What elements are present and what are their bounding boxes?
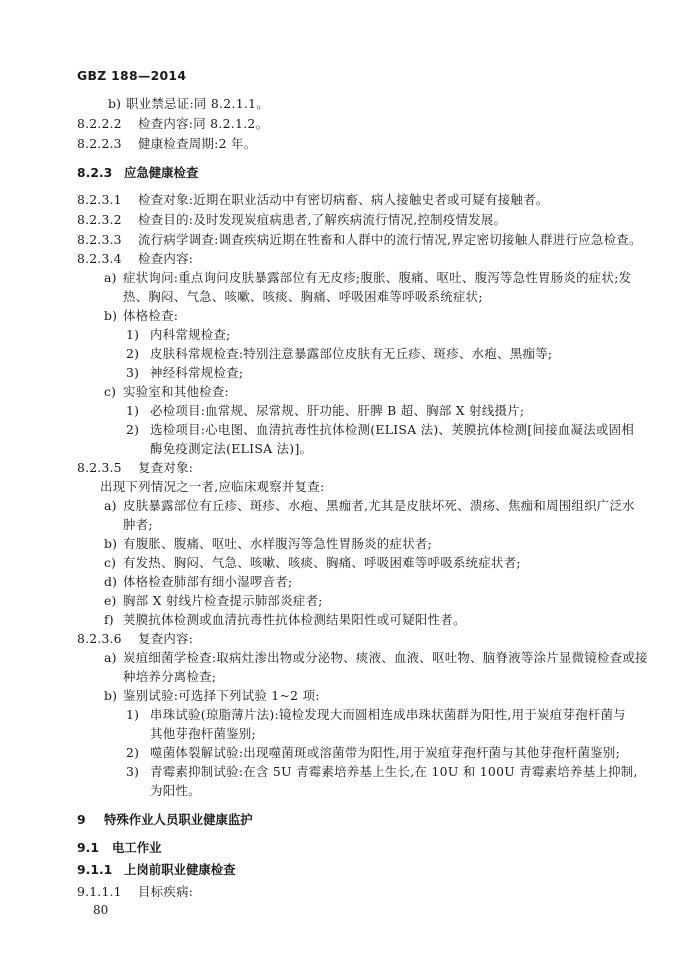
item-marker: d) <box>104 574 118 589</box>
item-marker: 1) <box>126 707 140 722</box>
text-line: 体格检查: <box>123 308 179 323</box>
clause-number: 9.1.1.1 <box>77 884 122 899</box>
text-line: 检查对象:近期在职业活动中有密切病畜、病人接触史者或可疑有接触者。 <box>138 192 549 207</box>
text-line: 检查内容: <box>138 251 194 266</box>
item-marker: b) <box>104 308 118 323</box>
text-line: 内科常规检查; <box>150 327 231 342</box>
clause-number: 8.2.3.5 <box>77 460 122 475</box>
text-line: 鉴别试验:可选择下列试验 1~2 项: <box>123 688 320 703</box>
text-line: 炭疽细菌学检查:取病灶渗出物或分泌物、痰液、血液、呕吐物、脑脊液等涂片显微镜检查或接 <box>123 650 648 665</box>
clause-number: 8.2.3.3 <box>77 232 122 247</box>
item-marker: a) <box>104 270 117 285</box>
clause-number: 8.2.2.2 <box>77 116 122 131</box>
clause-number: 8.2.3.1 <box>77 192 122 207</box>
chapter-heading: 特殊作业人员职业健康监护 <box>104 812 253 827</box>
section-number: 8.2.3 <box>77 165 113 180</box>
item-marker: 3) <box>126 365 140 380</box>
text-line: 其他芽孢杆菌鉴别; <box>150 726 256 741</box>
text-line: 出现下列情况之一者,应临床观察并复查: <box>100 479 325 494</box>
section-heading: 电工作业 <box>112 840 162 855</box>
text-line: 皮肤科常规检查:特别注意暴露部位皮肤有无丘疹、斑疹、水疱、黑痂等; <box>150 346 553 361</box>
item-marker: 2) <box>126 346 140 361</box>
item-marker: 1) <box>126 403 140 418</box>
text-line: 检查目的:及时发现炭疽病患者,了解疾病流行情况,控制疫情发展。 <box>138 212 507 227</box>
text-line: 青霉素抑制试验:在含 5U 青霉素培养基上生长,在 10U 和 100U 青霉素培养基上抑制, <box>150 764 638 779</box>
clause-number: 8.2.2.3 <box>77 136 122 151</box>
item-marker: c) <box>104 555 117 570</box>
item-marker: 2) <box>126 745 140 760</box>
section-number: 9.1.1 <box>77 862 113 877</box>
text-line: 有发热、胸闷、气急、咳嗽、咳痰、胸痛、呼吸困难等呼吸系统症状者; <box>123 555 521 570</box>
text-line: 症状询问:重点询问皮肤暴露部位有无皮疹;腹胀、腹痛、呕吐、腹泻等急性胃肠炎的症状;发 <box>123 270 632 285</box>
text-line: 荚膜抗体检测或血清抗毒性抗体检测结果阳性或可疑阳性者。 <box>123 612 466 627</box>
text-line: 流行病学调查:调查疾病近期在牲畜和人群中的流行情况,界定密切接触人群进行应急检查。 <box>138 232 642 247</box>
text-line: 职业禁忌证:同 8.2.1.1。 <box>126 96 269 111</box>
text-line: 酶免疫测定法(ELISA 法)]。 <box>150 441 313 456</box>
text-line: 皮肤暴露部位有丘疹、斑疹、水疱、黑痂者,尤其是皮肤坏死、溃疡、焦痂和周围组织广泛水 <box>123 498 635 513</box>
item-marker: e) <box>104 593 117 608</box>
text-line: 神经科常规检查; <box>150 365 244 380</box>
text-line: 选检项目:心电图、血清抗毒性抗体检测(ELISA 法)、荚膜抗体检测[间接血凝法或固相 <box>150 422 635 437</box>
text-line: 肿者; <box>123 517 153 532</box>
item-marker: f) <box>104 612 114 627</box>
text-line: 必检项目:血常规、尿常规、肝功能、肝脾 B 超、胸部 X 射线摄片; <box>150 403 525 418</box>
text-line: 种培养分离检查; <box>123 669 217 684</box>
clause-number: 8.2.3.2 <box>77 212 122 227</box>
item-marker: b) <box>104 536 118 551</box>
section-heading: 上岗前职业健康检查 <box>124 862 236 877</box>
text-line: 有腹胀、腹痛、呕吐、水样腹泻等急性胃肠炎的症状者; <box>123 536 433 551</box>
item-marker: a) <box>104 498 117 513</box>
text-line: 胸部 X 射线片检查提示肺部炎症者; <box>123 593 323 608</box>
text-line: 复查对象: <box>138 460 194 475</box>
clause-number: 8.2.3.6 <box>77 631 122 646</box>
text-line: 体格检查肺部有细小湿啰音者; <box>123 574 293 589</box>
item-marker: 3) <box>126 764 140 779</box>
section-number: 9.1 <box>77 840 99 855</box>
text-line: 实验室和其他检查: <box>123 384 229 399</box>
text-line: 热、胸闷、气急、咳嗽、咳痰、胸痛、呼吸困难等呼吸系统症状; <box>123 289 483 304</box>
section-heading: 应急健康检查 <box>124 165 199 180</box>
clause-number: 8.2.3.4 <box>77 251 122 266</box>
page-number: 80 <box>93 903 109 917</box>
item-marker: b) <box>108 96 122 111</box>
item-marker: b) <box>104 688 118 703</box>
item-marker: 1) <box>126 327 140 342</box>
text-line: 为阳性。 <box>150 783 201 798</box>
item-marker: a) <box>104 650 117 665</box>
text-line: 噬菌体裂解试验:出现噬菌斑或溶菌带为阳性,用于炭疽芽孢杆菌与其他芽孢杆菌鉴别; <box>150 745 621 760</box>
text-line: 串珠试验(琼脂薄片法):镜检发现大而圆相连成串珠状菌群为阳性,用于炭疽芽孢杆菌与 <box>150 707 626 722</box>
text-line: 检查内容:同 8.2.1.2。 <box>138 116 269 131</box>
chapter-number: 9 <box>77 812 86 827</box>
text-line: 复查内容: <box>138 631 194 646</box>
text-line: 目标疾病: <box>138 884 194 899</box>
text-line: 健康检查周期:2 年。 <box>138 136 257 151</box>
item-marker: c) <box>104 384 117 399</box>
standard-number: GBZ 188—2014 <box>77 68 187 83</box>
item-marker: 2) <box>126 422 140 437</box>
